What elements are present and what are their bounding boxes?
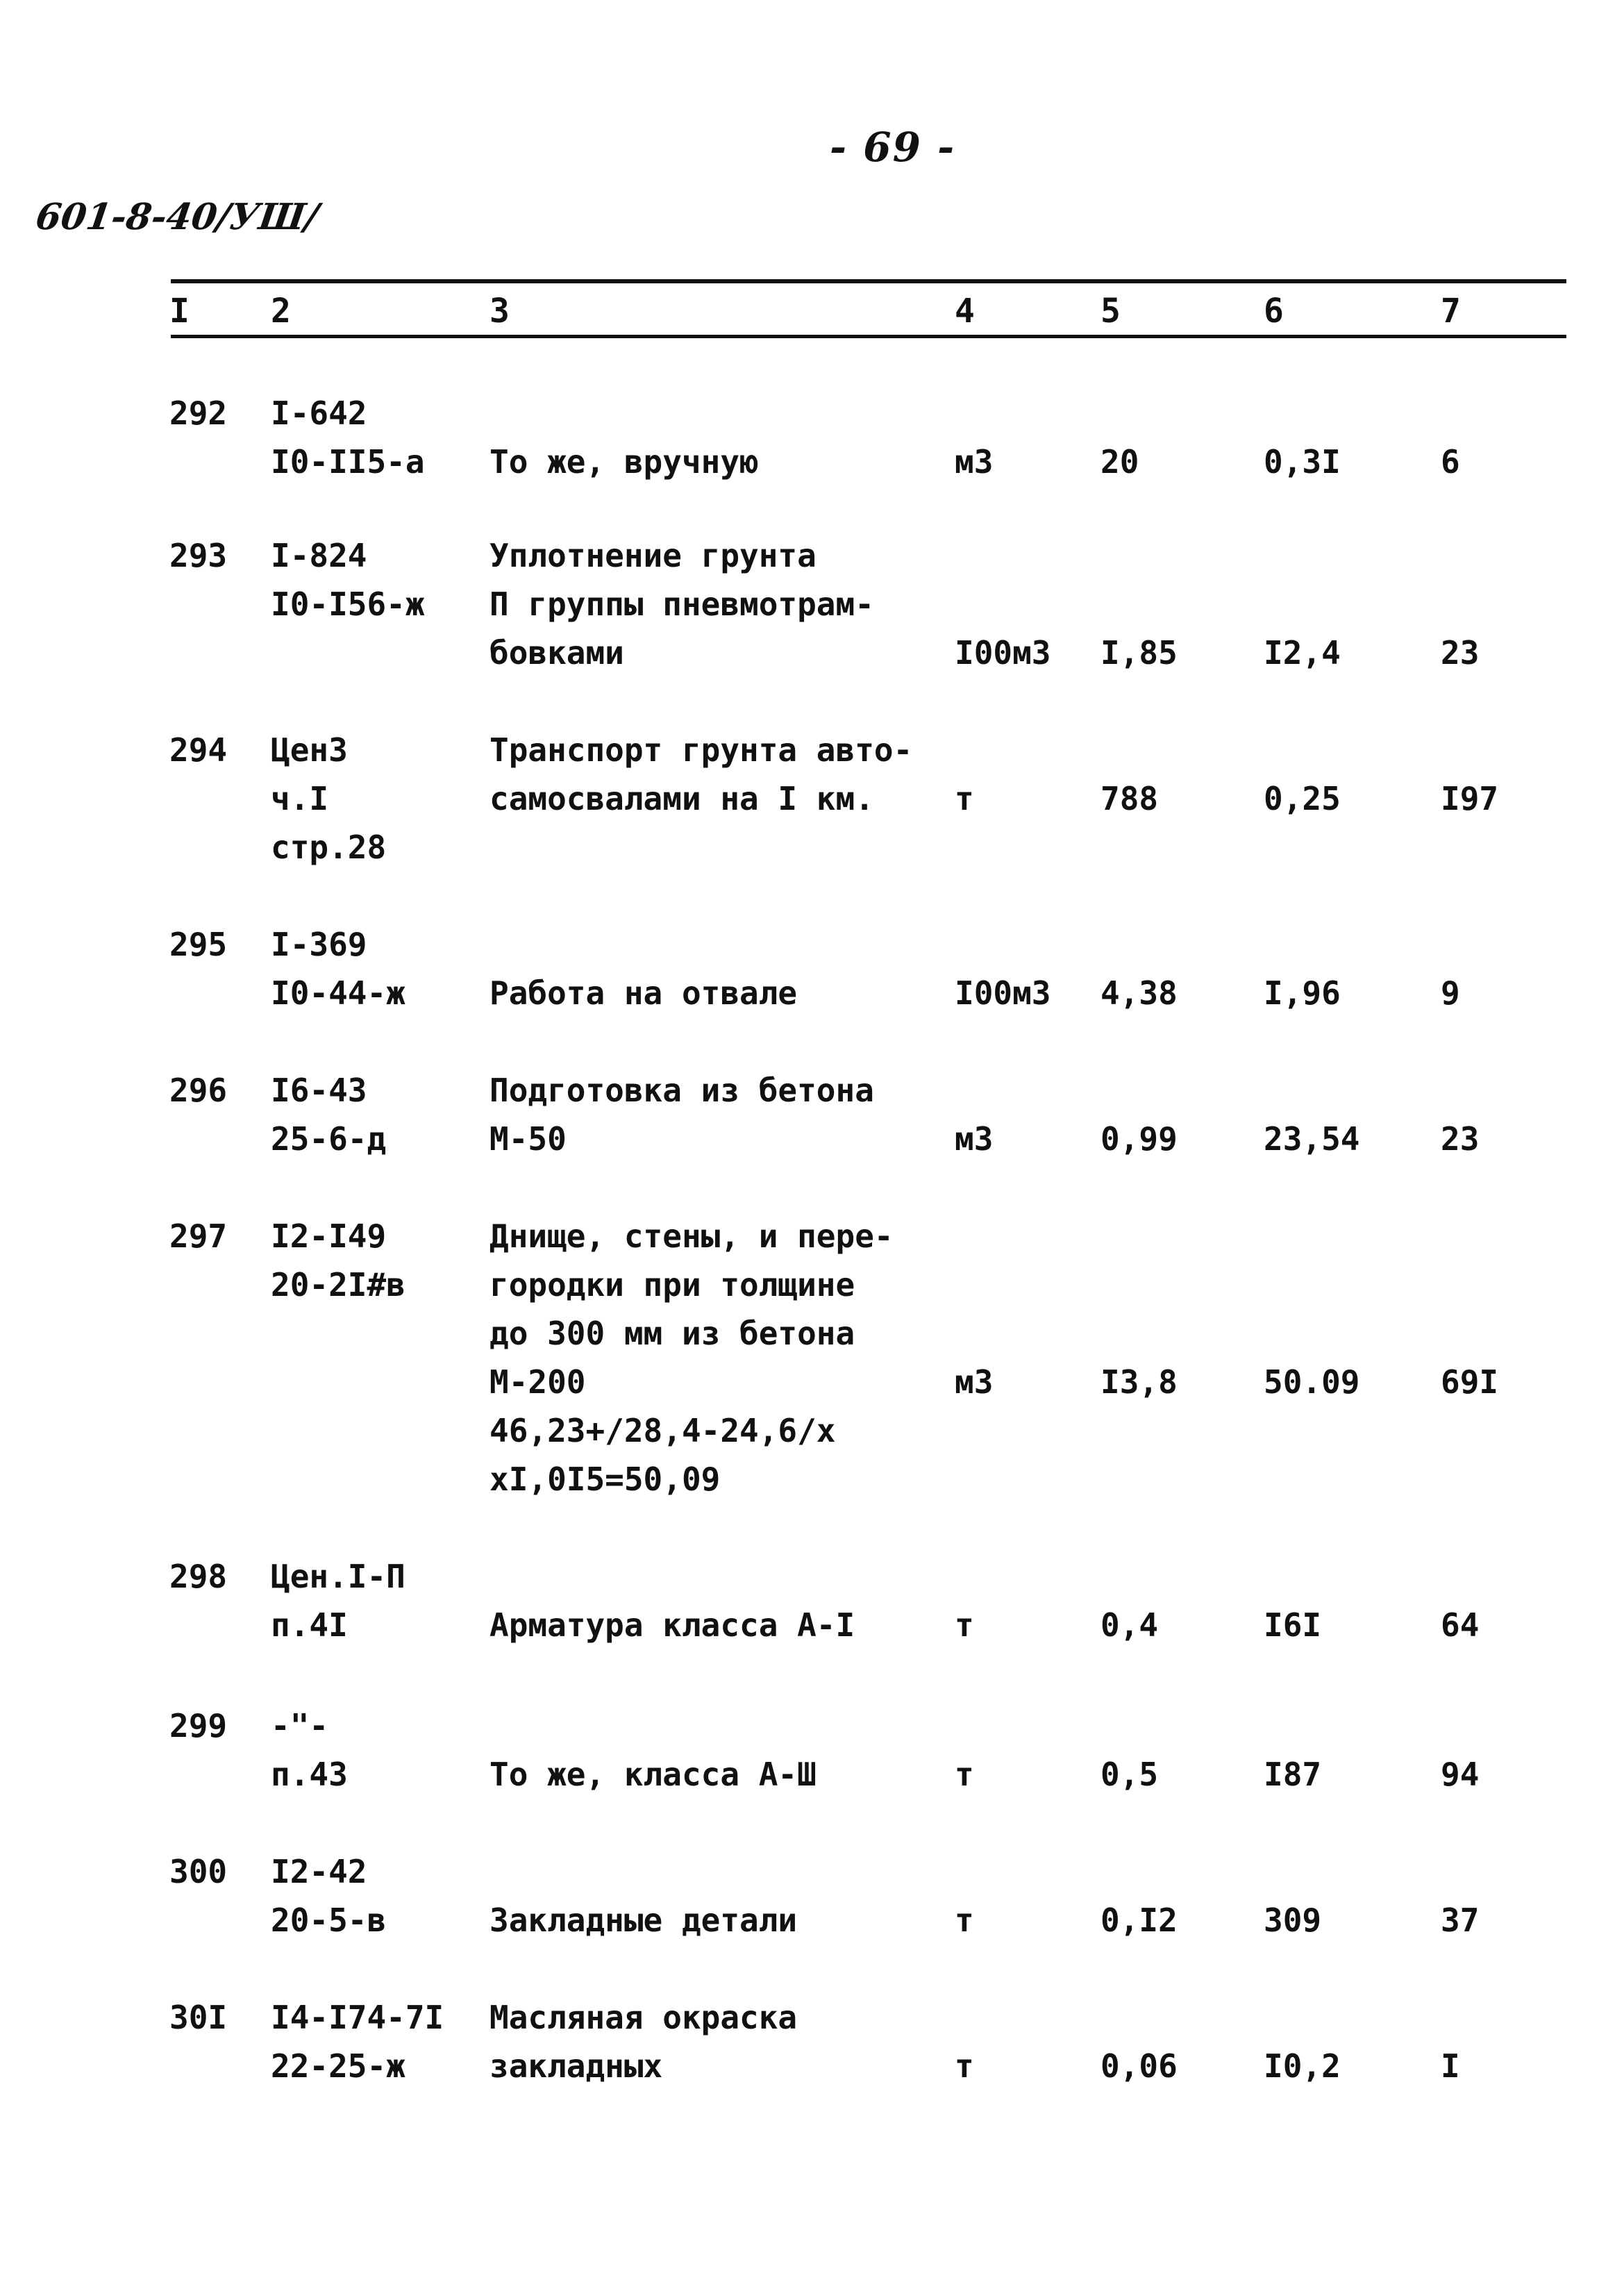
description-line: Уплотнение грунта: [489, 537, 817, 574]
row-unit-price: 0,25: [1264, 780, 1341, 817]
description-line: То же, вручную: [489, 443, 759, 481]
row-total: I: [1441, 2047, 1460, 2085]
row-unit: т: [955, 2047, 974, 2085]
norm-code-line: Цен3: [271, 731, 348, 769]
row-total: I97: [1441, 780, 1499, 817]
row-norm-code: [271, 1066, 386, 1163]
row-quantity: 788: [1100, 780, 1159, 817]
table-top-rule: [171, 279, 1566, 283]
description-line: 46,23+/28,4-24,6/х: [489, 1412, 836, 1449]
row-total: 37: [1441, 1901, 1480, 1939]
header-col-1: I: [169, 292, 190, 331]
header-col-7: 7: [1441, 292, 1461, 331]
row-number: 30I: [169, 1999, 228, 2036]
norm-code-line: I0-II5-а: [271, 443, 425, 481]
header-col-5: 5: [1100, 292, 1121, 331]
row-number: 297: [169, 1217, 228, 1255]
norm-code-line: стр.28: [271, 829, 387, 866]
norm-code-line: Цен.I-П: [271, 1558, 405, 1595]
row-quantity: 0,99: [1100, 1120, 1178, 1158]
norm-code-line: 25-6-д: [271, 1120, 387, 1158]
row-unit-price: I87: [1264, 1756, 1322, 1793]
description-line: Днище, стены, и пере-: [489, 1217, 894, 1255]
norm-code-line: I4-I74-7I: [271, 1999, 444, 2036]
norm-code-line: I-369: [271, 926, 367, 963]
row-number: 296: [169, 1072, 228, 1109]
description-line: Арматура класса А-I: [489, 1606, 855, 1644]
row-unit-price: 309: [1264, 1901, 1322, 1939]
norm-code-line: I-642: [271, 394, 367, 432]
description-line: [489, 920, 797, 969]
document-code: 601-8-40/УШ/: [33, 196, 321, 238]
header-col-4: 4: [955, 292, 975, 331]
row-number: 292: [169, 394, 228, 432]
norm-code-line: ч.I: [271, 780, 329, 817]
row-description: [489, 531, 874, 677]
row-norm-code: [271, 1847, 386, 1945]
row-unit-price: 50.09: [1264, 1363, 1360, 1401]
row-unit: т: [955, 1606, 974, 1644]
norm-code-line: п.43: [271, 1756, 348, 1793]
row-norm-code: [271, 1701, 348, 1799]
row-description: [489, 726, 912, 823]
description-line: Закладные детали: [489, 1901, 798, 1939]
row-unit-price: 23,54: [1264, 1120, 1360, 1158]
page-number: - 69 -: [830, 124, 956, 171]
row-description: [489, 1993, 797, 2090]
header-col-3: 3: [489, 292, 510, 331]
row-quantity: 4,38: [1100, 974, 1178, 1012]
row-total: 69I: [1441, 1363, 1499, 1401]
row-number: 299: [169, 1707, 228, 1745]
description-line: [489, 1701, 817, 1750]
description-line: городки при толщине: [489, 1266, 855, 1304]
norm-code-line: 22-25-ж: [271, 2047, 405, 2085]
row-total: 9: [1441, 974, 1460, 1012]
row-number: 293: [169, 537, 228, 574]
header-col-6: 6: [1264, 292, 1284, 331]
row-unit: I00м3: [955, 974, 1051, 1012]
row-quantity: 0,06: [1100, 2047, 1178, 2085]
row-number: 298: [169, 1558, 228, 1595]
row-description: [489, 1847, 797, 1945]
description-line: М-200: [489, 1363, 586, 1401]
row-unit-price: I2,4: [1264, 634, 1341, 672]
row-unit: т: [955, 1756, 974, 1793]
row-description: [489, 920, 797, 1017]
norm-code-line: п.4I: [271, 1606, 348, 1644]
table-header-rule: [171, 335, 1566, 338]
row-total: 23: [1441, 1120, 1480, 1158]
row-norm-code: [271, 1552, 405, 1649]
row-total: 64: [1441, 1606, 1480, 1644]
row-description: [489, 1066, 874, 1163]
row-total: 94: [1441, 1756, 1480, 1793]
row-norm-code: [271, 1212, 405, 1309]
description-line: закладных: [489, 2047, 663, 2085]
row-total: 23: [1441, 634, 1480, 672]
description-line: самосвалами на I км.: [489, 780, 874, 817]
norm-code-line: -"-: [271, 1707, 329, 1745]
row-number: 295: [169, 926, 228, 963]
header-col-2: 2: [271, 292, 291, 331]
norm-code-line: I0-44-ж: [271, 974, 405, 1012]
row-description: [489, 1212, 894, 1504]
row-number: 300: [169, 1853, 228, 1890]
row-norm-code: [271, 1993, 444, 2090]
row-unit-price: 0,3I: [1264, 443, 1341, 481]
norm-code-line: I2-42: [271, 1853, 367, 1890]
row-description: [489, 1701, 817, 1799]
description-line: Транспорт грунта авто-: [489, 731, 913, 769]
description-line: М-50: [489, 1120, 567, 1158]
row-norm-code: [271, 726, 386, 872]
description-line: Работа на отвале: [489, 974, 798, 1012]
row-quantity: 0,4: [1100, 1606, 1159, 1644]
row-quantity: I3,8: [1100, 1363, 1178, 1401]
norm-code-line: I6-43: [271, 1072, 367, 1109]
row-norm-code: [271, 389, 425, 486]
description-line: [489, 389, 759, 438]
row-norm-code: [271, 920, 405, 1017]
norm-code-line: I-824: [271, 537, 367, 574]
table-header: [0, 292, 1624, 333]
description-line: [489, 1552, 855, 1601]
row-quantity: 0,5: [1100, 1756, 1159, 1793]
norm-code-line: I2-I49: [271, 1217, 387, 1255]
row-unit: м3: [955, 1363, 994, 1401]
row-quantity: 20: [1100, 443, 1139, 481]
row-unit: т: [955, 1901, 974, 1939]
description-line: П группы пневмотрам-: [489, 585, 874, 623]
row-norm-code: [271, 531, 425, 629]
norm-code-line: 20-2I#в: [271, 1266, 405, 1304]
description-line: [489, 1847, 797, 1896]
row-total: 6: [1441, 443, 1460, 481]
description-line: Подготовка из бетона: [489, 1072, 874, 1109]
description-line: до 300 мм из бетона: [489, 1315, 855, 1352]
description-line: То же, класса А-Ш: [489, 1756, 817, 1793]
row-unit: м3: [955, 443, 994, 481]
description-line: Масляная окраска: [489, 1999, 798, 2036]
description-line: хI,0I5=50,09: [489, 1460, 721, 1498]
norm-code-line: 20-5-в: [271, 1901, 387, 1939]
norm-code-line: I0-I56-ж: [271, 585, 425, 623]
row-quantity: 0,I2: [1100, 1901, 1178, 1939]
row-unit-price: I0,2: [1264, 2047, 1341, 2085]
row-description: [489, 389, 759, 486]
row-unit: м3: [955, 1120, 994, 1158]
row-unit-price: I,96: [1264, 974, 1341, 1012]
row-unit: т: [955, 780, 974, 817]
row-unit: I00м3: [955, 634, 1051, 672]
row-unit-price: I6I: [1264, 1606, 1322, 1644]
row-quantity: I,85: [1100, 634, 1178, 672]
row-number: 294: [169, 731, 228, 769]
description-line: бовками: [489, 634, 624, 672]
row-description: [489, 1552, 855, 1649]
